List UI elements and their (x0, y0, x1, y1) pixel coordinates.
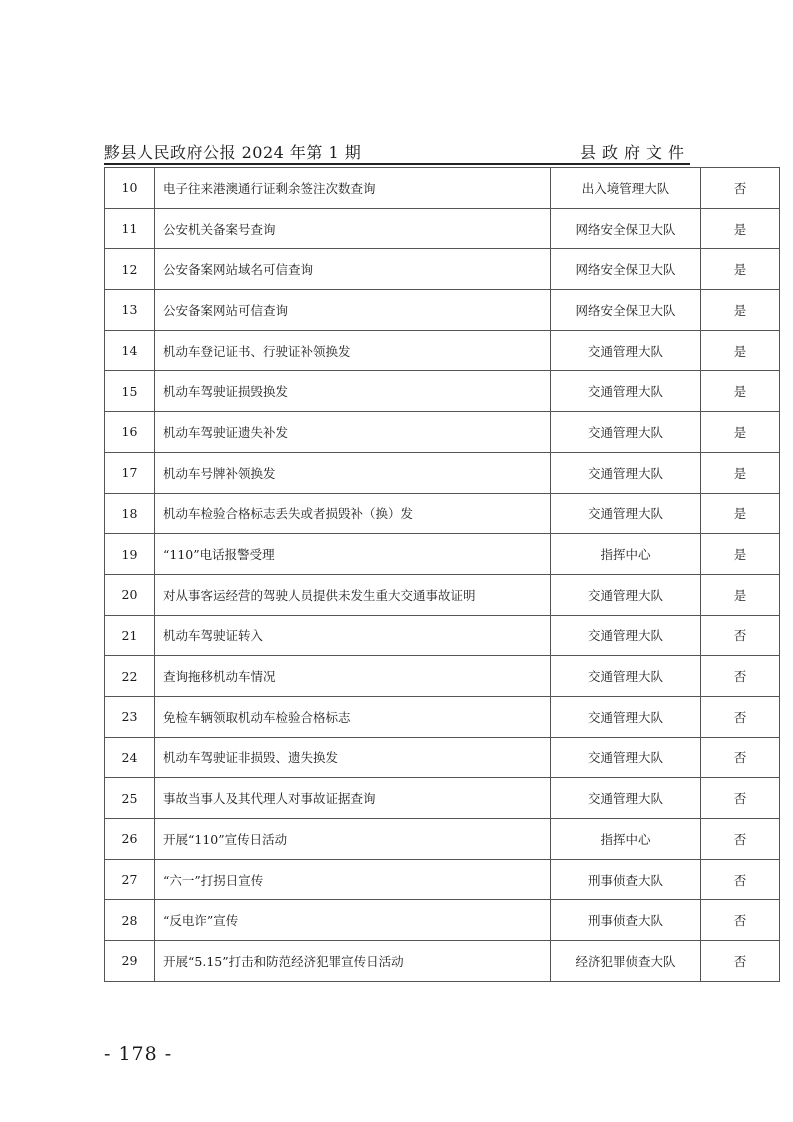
service-table (104, 167, 780, 982)
responsible-department: 指挥中心 (551, 534, 701, 575)
responsible-department: 刑事侦查大队 (551, 859, 701, 900)
responsible-department: 经济犯罪侦查大队 (551, 941, 701, 982)
table-row (105, 330, 780, 371)
table-row (105, 656, 780, 697)
row-number: 10 (105, 168, 155, 209)
status-flag: 否 (701, 941, 780, 982)
row-number: 27 (105, 859, 155, 900)
status-flag: 否 (701, 656, 780, 697)
row-number: 14 (105, 330, 155, 371)
status-flag: 否 (701, 168, 780, 209)
service-item-name: 机动车登记证书、行驶证补领换发 (155, 330, 551, 371)
responsible-department: 交通管理大队 (551, 737, 701, 778)
table-row (105, 778, 780, 819)
service-item-name: 免检车辆领取机动车检验合格标志 (155, 696, 551, 737)
service-item-name: “六一”打拐日宣传 (155, 859, 551, 900)
status-flag: 是 (701, 290, 780, 331)
table-row (105, 412, 780, 453)
status-flag: 否 (701, 819, 780, 860)
table-row (105, 615, 780, 656)
row-number: 11 (105, 208, 155, 249)
page-number: - 178 - (104, 1043, 173, 1065)
row-number: 24 (105, 737, 155, 778)
service-item-name: 事故当事人及其代理人对事故证据查询 (155, 778, 551, 819)
service-item-name: “110”电话报警受理 (155, 534, 551, 575)
row-number: 16 (105, 412, 155, 453)
status-flag: 否 (701, 615, 780, 656)
service-item-name: 机动车号牌补领换发 (155, 452, 551, 493)
responsible-department: 交通管理大队 (551, 574, 701, 615)
service-item-name: 开展“110”宣传日活动 (155, 819, 551, 860)
responsible-department: 指挥中心 (551, 819, 701, 860)
status-flag: 否 (701, 859, 780, 900)
row-number: 25 (105, 778, 155, 819)
service-item-name: 机动车驾驶证损毁换发 (155, 371, 551, 412)
service-table-body (105, 168, 780, 982)
responsible-department: 交通管理大队 (551, 615, 701, 656)
row-number: 13 (105, 290, 155, 331)
table-row (105, 819, 780, 860)
responsible-department: 交通管理大队 (551, 371, 701, 412)
status-flag: 是 (701, 330, 780, 371)
service-item-name: 电子往来港澳通行证剩余签注次数查询 (155, 168, 551, 209)
responsible-department: 交通管理大队 (551, 412, 701, 453)
row-number: 12 (105, 249, 155, 290)
table-row (105, 371, 780, 412)
row-number: 20 (105, 574, 155, 615)
section-title: 县政府文件 (579, 143, 690, 162)
table-row (105, 696, 780, 737)
responsible-department: 交通管理大队 (551, 493, 701, 534)
responsible-department: 网络安全保卫大队 (551, 208, 701, 249)
row-number: 21 (105, 615, 155, 656)
status-flag: 是 (701, 574, 780, 615)
service-item-name: 查询拖移机动车情况 (155, 656, 551, 697)
status-flag: 是 (701, 371, 780, 412)
responsible-department: 交通管理大队 (551, 778, 701, 819)
row-number: 18 (105, 493, 155, 534)
service-item-name: 公安备案网站域名可信查询 (155, 249, 551, 290)
status-flag: 是 (701, 208, 780, 249)
row-number: 15 (105, 371, 155, 412)
service-item-name: 机动车驾驶证遗失补发 (155, 412, 551, 453)
service-item-name: 机动车驾驶证转入 (155, 615, 551, 656)
table-row (105, 168, 780, 209)
service-item-name: 开展“5.15”打击和防范经济犯罪宣传日活动 (155, 941, 551, 982)
publication-title: 黟县人民政府公报 2024 年第 1 期 (104, 143, 362, 162)
table-row (105, 493, 780, 534)
table-row (105, 900, 780, 941)
service-item-name: 公安机关备案号查询 (155, 208, 551, 249)
status-flag: 否 (701, 900, 780, 941)
table-row (105, 737, 780, 778)
responsible-department: 交通管理大队 (551, 656, 701, 697)
responsible-department: 交通管理大队 (551, 696, 701, 737)
table-row (105, 941, 780, 982)
table-row (105, 290, 780, 331)
status-flag: 否 (701, 737, 780, 778)
row-number: 17 (105, 452, 155, 493)
service-item-name: 公安备案网站可信查询 (155, 290, 551, 331)
row-number: 26 (105, 819, 155, 860)
row-number: 19 (105, 534, 155, 575)
table-row (105, 574, 780, 615)
service-item-name: 机动车驾驶证非损毁、遗失换发 (155, 737, 551, 778)
responsible-department: 交通管理大队 (551, 330, 701, 371)
status-flag: 是 (701, 452, 780, 493)
status-flag: 是 (701, 249, 780, 290)
table-row (105, 208, 780, 249)
responsible-department: 交通管理大队 (551, 452, 701, 493)
row-number: 29 (105, 941, 155, 982)
row-number: 22 (105, 656, 155, 697)
responsible-department: 刑事侦查大队 (551, 900, 701, 941)
status-flag: 否 (701, 696, 780, 737)
service-item-name: 机动车检验合格标志丢失或者损毁补（换）发 (155, 493, 551, 534)
status-flag: 是 (701, 493, 780, 534)
table-row (105, 452, 780, 493)
table-row (105, 859, 780, 900)
service-item-name: “反电诈”宣传 (155, 900, 551, 941)
row-number: 23 (105, 696, 155, 737)
header-rule-thick (104, 163, 690, 165)
responsible-department: 网络安全保卫大队 (551, 290, 701, 331)
row-number: 28 (105, 900, 155, 941)
service-item-name: 对从事客运经营的驾驶人员提供未发生重大交通事故证明 (155, 574, 551, 615)
table-row (105, 249, 780, 290)
table-row (105, 534, 780, 575)
running-header (104, 140, 690, 164)
status-flag: 是 (701, 412, 780, 453)
responsible-department: 出入境管理大队 (551, 168, 701, 209)
status-flag: 否 (701, 778, 780, 819)
status-flag: 是 (701, 534, 780, 575)
responsible-department: 网络安全保卫大队 (551, 249, 701, 290)
